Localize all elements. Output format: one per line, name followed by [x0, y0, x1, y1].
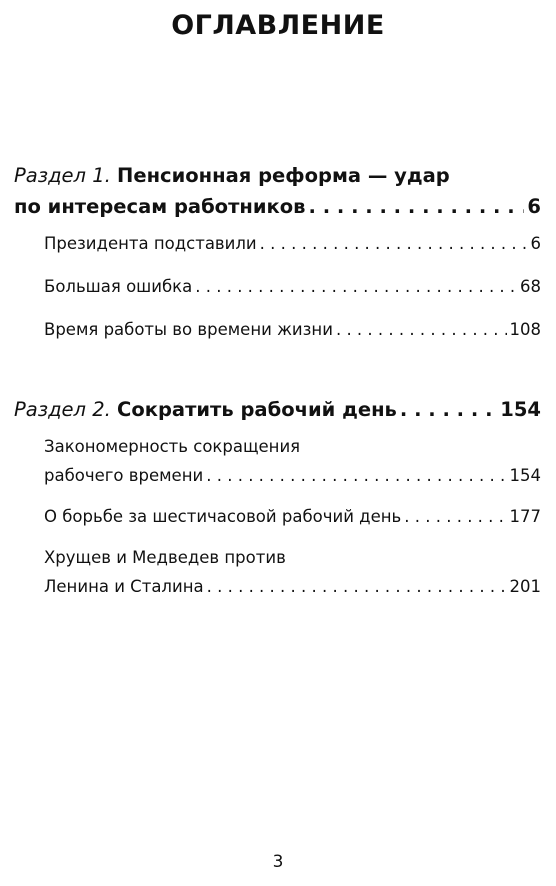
dot-leader — [404, 502, 506, 531]
entry-title: Время работы во времени жизни — [44, 320, 333, 339]
dot-leader — [400, 394, 497, 425]
toc-entry[interactable] — [14, 432, 541, 490]
page-title: ОГЛАВЛЕНИЕ — [171, 10, 385, 41]
entry-title-line1: Хрущев и Медведев против — [44, 548, 286, 567]
page-number: 3 — [272, 852, 284, 872]
entry-page-number: 201 — [509, 577, 541, 596]
section-page-number: 6 — [527, 195, 541, 218]
dot-leader — [336, 315, 507, 344]
toc-entry[interactable] — [14, 272, 541, 301]
entry-title-line1: Закономерность сокращения — [44, 437, 301, 456]
dot-leader — [206, 461, 506, 490]
dot-leader — [309, 191, 525, 222]
entry-title: Большая ошибка — [44, 277, 193, 296]
entry-page-number: 177 — [509, 507, 541, 526]
section-title-line1: Пенсионная реформа — удар — [117, 164, 450, 187]
section-prefix: Раздел 2. — [14, 398, 111, 421]
section-heading[interactable] — [14, 394, 541, 425]
dot-leader — [207, 572, 507, 601]
entry-title-line2: рабочего времени — [44, 466, 204, 485]
entry-page-number: 108 — [509, 320, 541, 339]
section-prefix: Раздел 1. — [14, 164, 111, 187]
toc-section-2 — [14, 394, 541, 601]
entry-title: Президента подставили — [44, 234, 257, 253]
toc-entry[interactable] — [14, 229, 541, 258]
toc-section-1 — [14, 160, 541, 344]
entry-page-number: 6 — [530, 234, 541, 253]
entry-title: О борьбе за шестичасовой рабочий день — [44, 507, 402, 526]
section-page-number: 154 — [500, 398, 541, 421]
toc-entry[interactable] — [14, 543, 541, 601]
section-title: Сократить рабочий день — [117, 398, 397, 421]
entry-page-number: 154 — [509, 466, 541, 485]
section-heading[interactable] — [14, 160, 541, 191]
dot-leader — [195, 272, 517, 301]
dot-leader — [260, 229, 528, 258]
section-title-line2: по интересам работников — [14, 195, 306, 218]
toc-entry[interactable] — [14, 315, 541, 344]
toc-entry[interactable] — [14, 502, 541, 531]
section-heading-continued[interactable] — [14, 191, 541, 222]
entry-title-line2: Ленина и Сталина — [44, 577, 204, 596]
entry-page-number: 68 — [520, 277, 541, 296]
